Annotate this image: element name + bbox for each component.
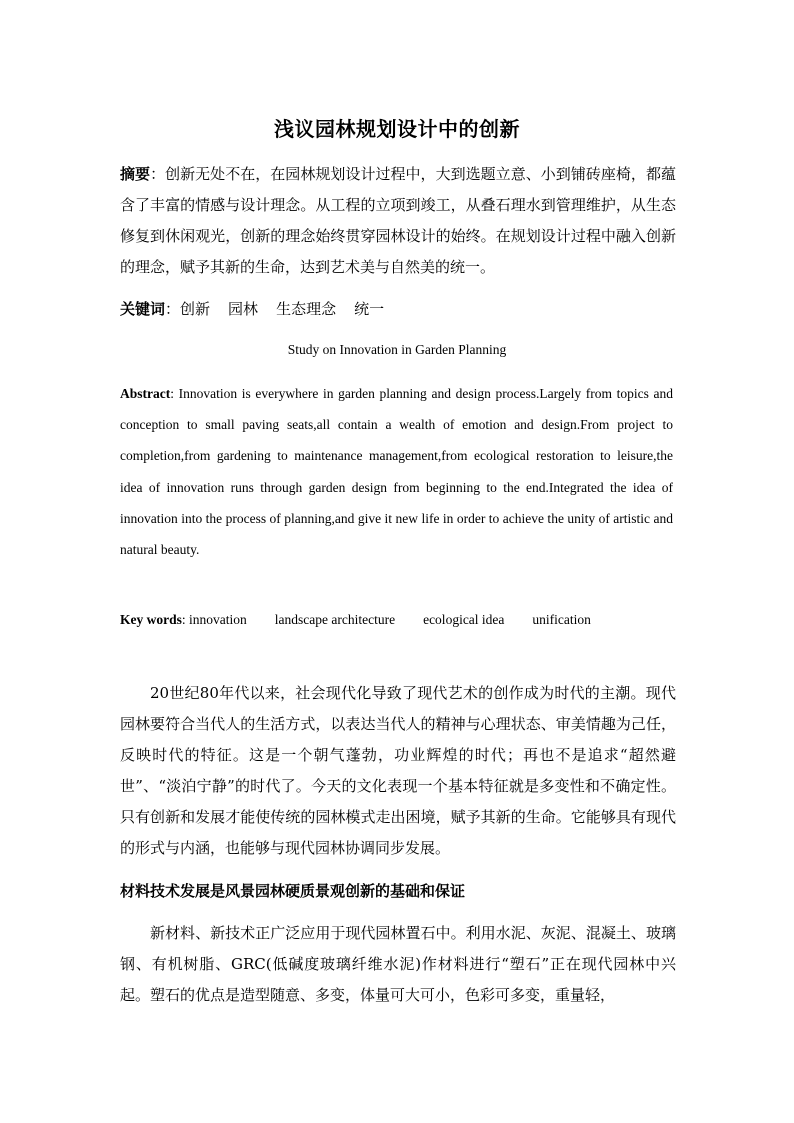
keywords-en-label: Key words	[120, 612, 182, 627]
abstract-cn-text: ：创新无处不在，在园林规划设计过程中，大到选题立意、小到铺砖座椅，都蕴含了丰富的情感与设计理念。从工程的立项到竣工，从叠石理水到管理维护，从生态修复到休闲观光，创新的理念始终贯穿园林设计的始终。在规划设计过程中融入创新的理念，赋予其新的生命，达到艺术美与自然美的统一。	[120, 165, 676, 276]
keyword-en-1: innovation	[189, 612, 247, 627]
keyword-en-3: ecological idea	[423, 612, 505, 627]
keyword-cn-2: 园林	[228, 300, 259, 318]
keyword-cn-1: 创新	[180, 300, 211, 318]
section-heading: 材料技术发展是风景园林硬质景观创新的基础和保证	[120, 882, 466, 900]
abstract-cn-label: 摘要	[120, 165, 151, 183]
keyword-en-2: landscape architecture	[274, 612, 396, 627]
abstract-en-text: : Innovation is everywhere in garden planning and design process.Largely from topics and conception to small paving seats,all contain a wealth of emotion and design.From project to completion,from gardening to maintenance management,from ecological restoration to leisure,the idea of innovation runs through garden design from beginning to the end.Integrated the idea of innovation into the process of planning,and give it new life in order to achieve the unity of artistic and natural beauty.	[120, 386, 673, 558]
keywords-cn-colon: ：	[165, 300, 181, 318]
english-title: Study on Innovation in Garden Planning	[287, 342, 507, 357]
paper-title: 浅议园林规划设计中的创新	[274, 117, 520, 141]
keyword-en-4: unification	[532, 612, 591, 627]
keywords-cn-label: 关键词	[120, 300, 166, 318]
english-abstract	[120, 378, 673, 565]
keyword-cn-3: 生态理念	[276, 300, 337, 318]
english-keywords	[120, 612, 619, 628]
keywords-en-colon: :	[181, 612, 190, 627]
body-paragraph-2: 新材料、新技术正广泛应用于现代园林置石中。利用水泥、灰泥、混凝土、玻璃钢、有机树脂、GRC(低碱度玻璃纤维水泥)作材料进行“塑石”正在现代园林中兴起。塑石的优点是造型随意、多变，体量可大可小，色彩可多变，重量轻，	[120, 924, 676, 1004]
body-paragraph-1: 20世纪80年代以来，社会现代化导致了现代艺术的创作成为时代的主潮。现代园林要符合当代人的生活方式，以表达当代人的精神与心理状态、审美情趣为己任，反映时代的特征。这是一个朝气蓬勃，功业辉煌的时代；再也不是追求“超然避世”、“淡泊宁静”的时代了。今天的文化表现一个基本特征就是多变性和不确定性。只有创新和发展才能使传统的园林模式走出困境，赋予其新的生命。它能够具有现代的形式与内涵，也能够与现代园林协调同步发展。	[120, 684, 676, 857]
abstract-en-label: Abstract	[120, 386, 171, 401]
keyword-cn-4: 统一	[354, 300, 385, 318]
chinese-abstract	[120, 159, 676, 283]
chinese-keywords	[120, 294, 676, 325]
